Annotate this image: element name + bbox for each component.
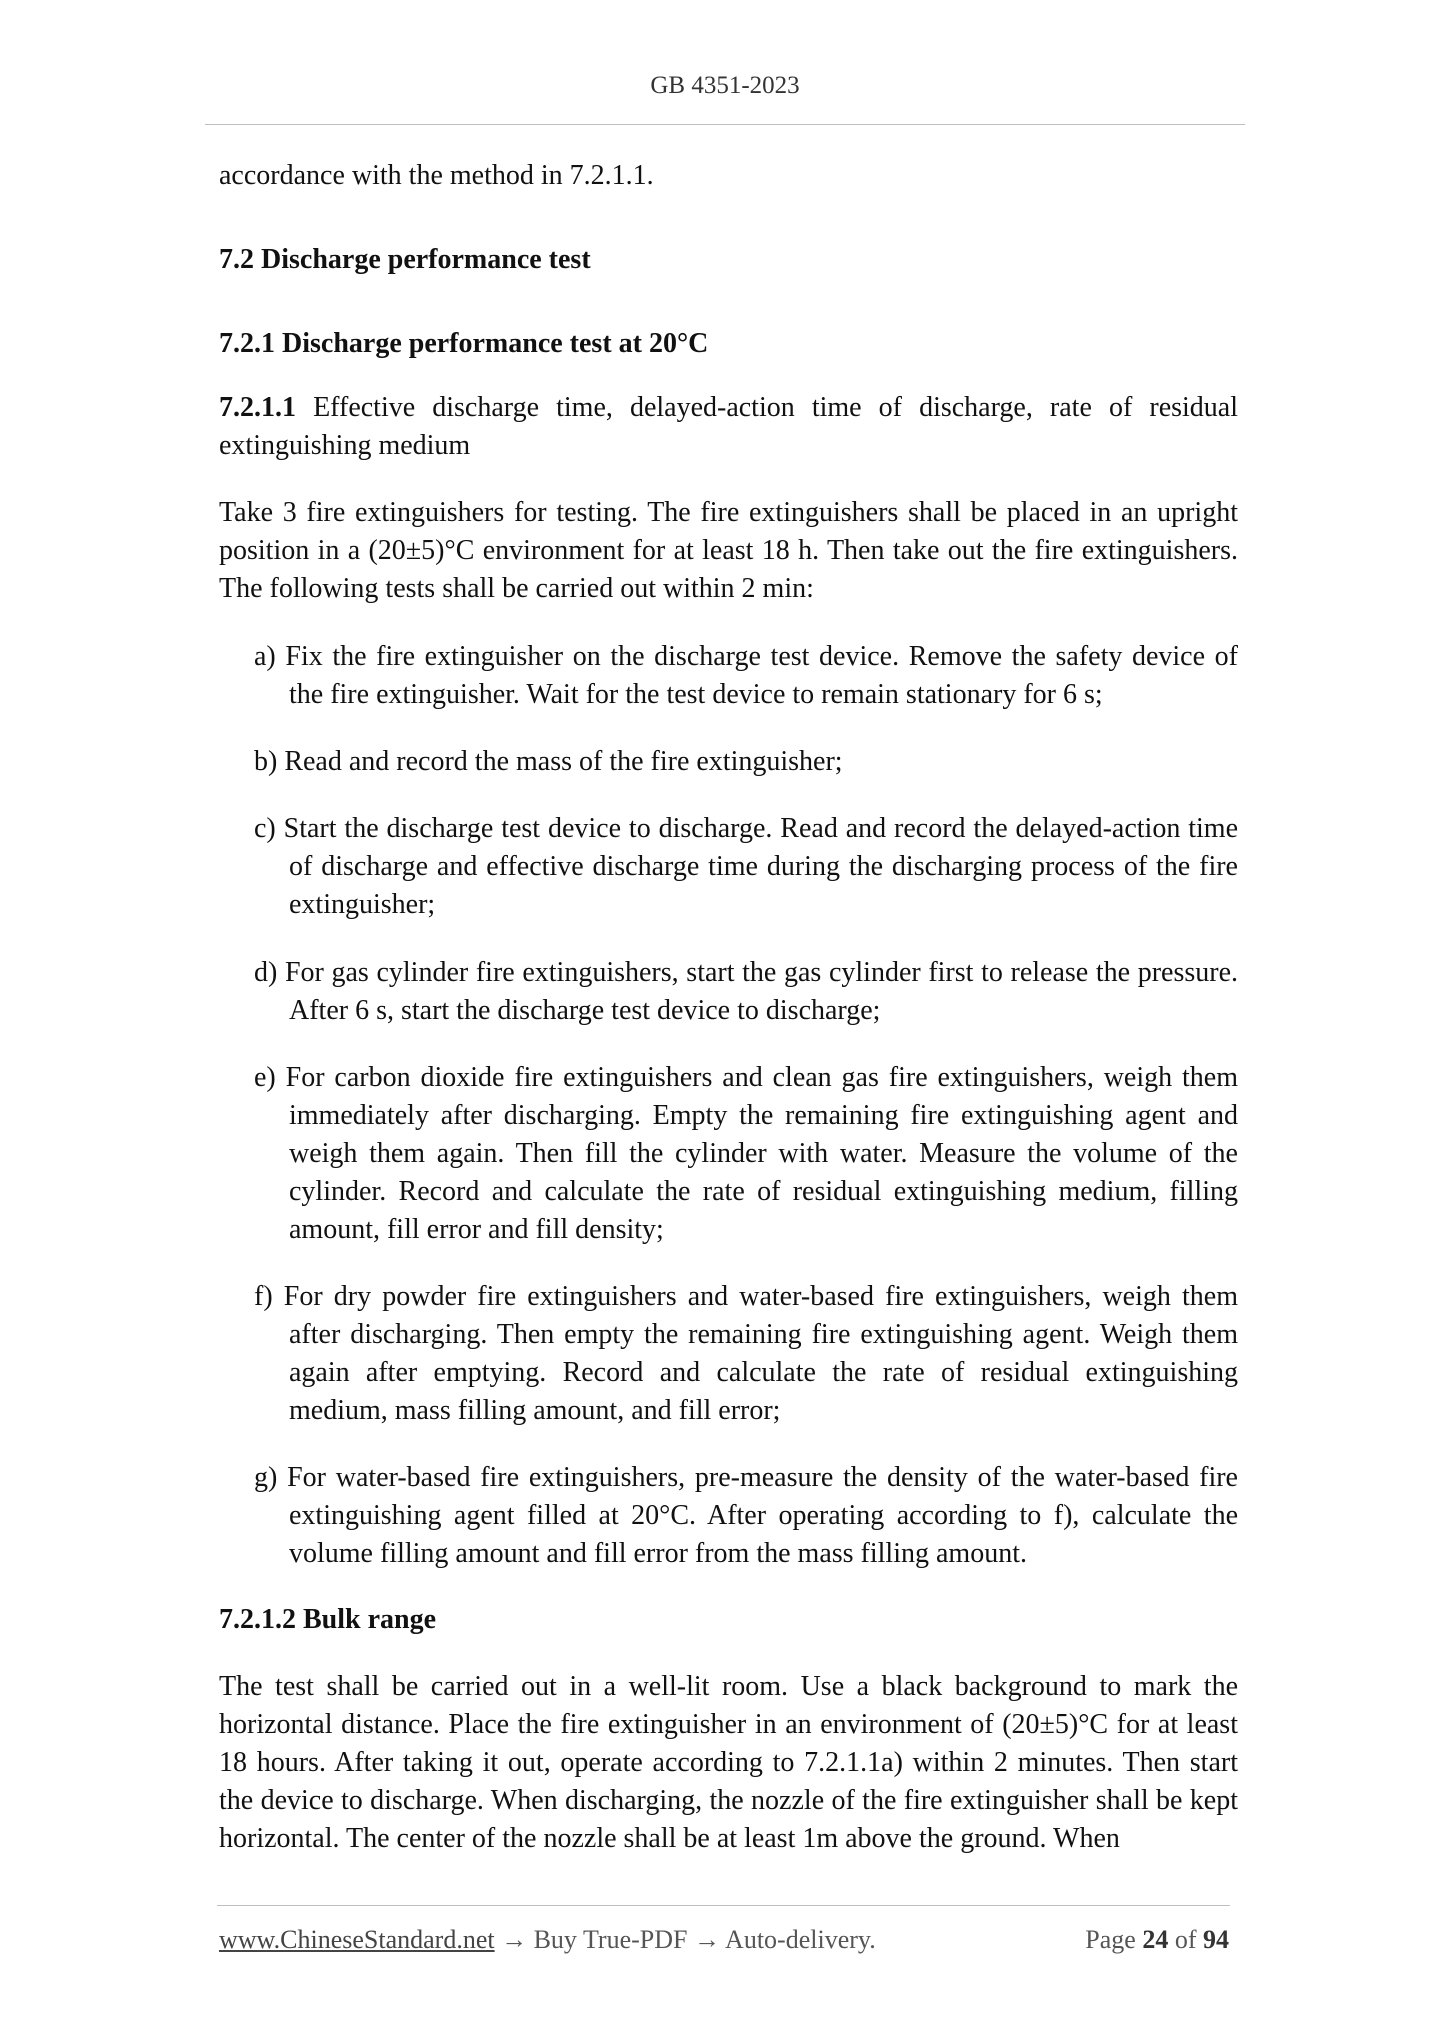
total-pages-number: 94 — [1203, 1925, 1229, 1954]
footer-tagline: → Buy True-PDF → Auto-delivery. — [494, 1925, 876, 1954]
page-label: Page — [1085, 1925, 1136, 1954]
heading-7-2-1-2: 7.2.1.2 Bulk range — [219, 1604, 437, 1635]
list-item-e: e) For carbon dioxide fire extinguishers and clean gas fire extinguishers, weigh them immediately after discharging. Empty the remaining fire extinguishing agent and weigh them again. Then fill the cylinder with water. Measure the volume of the cylinder. Record and calculate the rate of residual extinguishing medium, filling amount, fill error and fill density; — [254, 1062, 1238, 1245]
list-item-g: g) For water-based fire extinguishers, pre-measure the density of the water-based fire extinguishing agent filled at 20°C. After operating according to f), calculate the volume filling amount and fill error from the mass filling amount. — [254, 1462, 1238, 1569]
page-indicator — [1085, 1925, 1229, 1955]
list-item-f: f) For dry powder fire extinguishers and water-based fire extinguishers, weigh them after discharging. Then empty the remaining fire extinguishing agent. Weigh them again after emptying. Record and calculate the rate of residual extinguishing medium, mass filling amount, and fill error; — [254, 1281, 1238, 1426]
header-divider — [205, 124, 1245, 125]
website-link[interactable]: www.ChineseStandard.net — [219, 1925, 495, 1954]
intro-paragraph: Take 3 fire extinguishers for testing. The fire extinguishers shall be placed in an upright position in a (20±5)°C environment for at least 18 h. Then take out the fire extinguishers. The following tests shall be carried out within 2 min: — [219, 497, 1238, 604]
footer-divider — [217, 1905, 1230, 1906]
of-label: of — [1174, 1925, 1197, 1954]
bulk-range-paragraph: The test shall be carried out in a well-lit room. Use a black background to mark the horizontal distance. Place the fire extinguisher in an environment of (20±5)°C for at least 18 hours. After taking it out, operate according to 7.2.1.1a) within 2 minutes. Then start the device to discharge. When discharging, the nozzle of the fire extinguisher shall be kept horizontal. The center of the nozzle shall be at least 1m above the ground. When — [219, 1671, 1238, 1854]
clause-title: Effective discharge time, delayed-action time of discharge, rate of residual extinguishing medium — [219, 392, 1238, 461]
current-page-number: 24 — [1142, 1925, 1169, 1954]
running-header: GB 4351-2023 — [650, 72, 800, 99]
list-item-d: d) For gas cylinder fire extinguishers, start the gas cylinder first to release the pressure. After 6 s, start the discharge test device to discharge; — [254, 957, 1238, 1026]
heading-7-2-1: 7.2.1 Discharge performance test at 20°C — [219, 328, 709, 359]
list-item-c: c) Start the discharge test device to discharge. Read and record the delayed-action time of discharge and effective discharge time during the discharging process of the fire extinguisher; — [254, 813, 1238, 920]
heading-7-2: 7.2 Discharge performance test — [219, 244, 591, 275]
page-footer — [219, 1925, 1229, 1955]
continuation-text: accordance with the method in 7.2.1.1. — [219, 160, 654, 191]
list-item-b: b) Read and record the mass of the fire extinguisher; — [254, 746, 843, 777]
clause-7-2-1-1 — [219, 389, 1238, 465]
clause-number: 7.2.1.1 — [219, 392, 296, 423]
list-item-a: a) Fix the fire extinguisher on the discharge test device. Remove the safety device of the fire extinguisher. Wait for the test device to remain stationary for 6 s; — [254, 641, 1238, 710]
page-body — [219, 157, 1238, 1858]
